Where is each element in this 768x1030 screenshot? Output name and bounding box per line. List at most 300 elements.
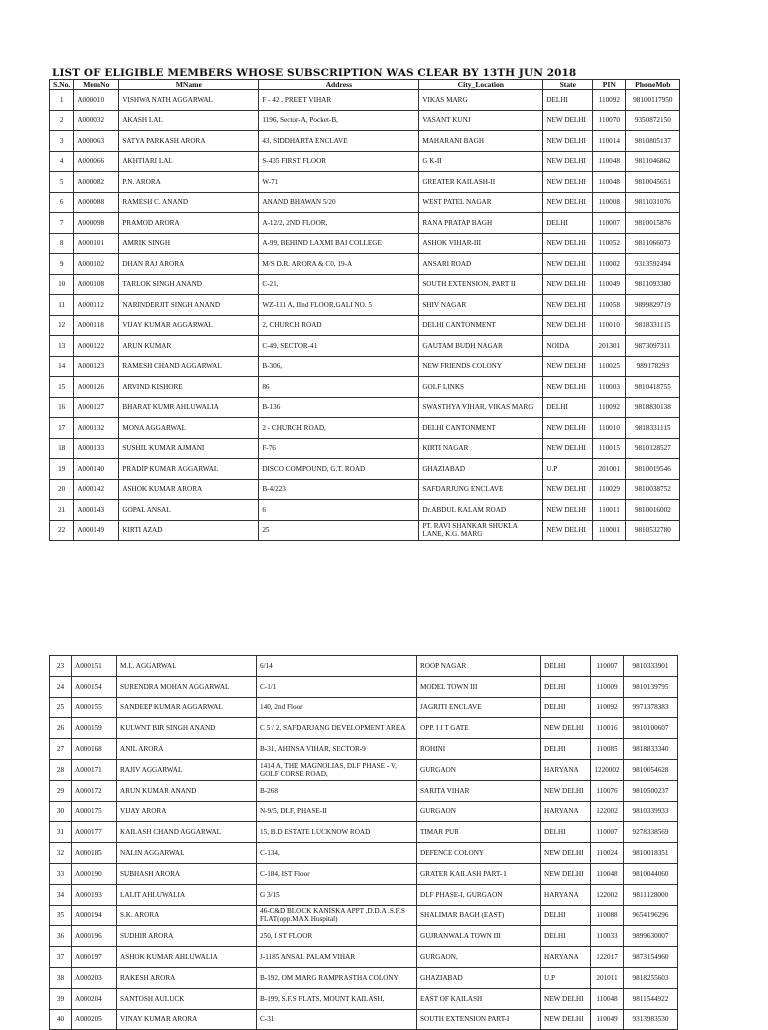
header-memno: MemNo (74, 80, 119, 90)
row-sno: 38 (50, 967, 72, 988)
row-memno: A000196 (72, 926, 117, 947)
row-city-location: SOUTH EXTENSION, PART II (419, 274, 543, 295)
row-phone: 9873097311 (626, 336, 680, 357)
row-pin: 110007 (593, 213, 626, 234)
row-pin: 110070 (593, 110, 626, 131)
table-row (50, 459, 680, 480)
row-city-location: VIKAS MARG (419, 90, 543, 111)
row-sno: 36 (50, 926, 72, 947)
row-address: 1196, Sector-A, Pocket-B, (259, 110, 419, 131)
row-memno: A000203 (72, 967, 117, 988)
row-member-name: VINAY KUMAR ARORA (117, 1009, 257, 1030)
table-row (50, 884, 678, 905)
row-pin: 110007 (591, 822, 624, 843)
row-memno: A000133 (74, 438, 119, 459)
row-phone: 9810054628 (624, 759, 678, 780)
row-sno: 26 (50, 718, 72, 739)
row-memno: A000108 (74, 274, 119, 295)
row-pin: 110048 (593, 172, 626, 193)
table-body-page-1 (50, 90, 680, 541)
row-pin: 110011 (593, 500, 626, 521)
row-city-location: RANA PRATAP BAGH (419, 213, 543, 234)
row-member-name: SUSHIL KUMAR AJMANI (119, 438, 259, 459)
row-phone: 9313983530 (624, 1009, 678, 1030)
row-member-name: SATYA PARKASH ARORA (119, 131, 259, 152)
row-address: F-76 (259, 438, 419, 459)
row-phone: 98100117950 (626, 90, 680, 111)
row-address: C-21, (259, 274, 419, 295)
row-memno: A000177 (72, 822, 117, 843)
row-member-name: RAKESH ARORA (117, 967, 257, 988)
row-address: B-199, S.F.S FLATS, MOUNT KAILASH, (257, 988, 417, 1009)
table-row (50, 676, 678, 697)
row-sno: 24 (50, 676, 72, 697)
row-memno: A000066 (74, 151, 119, 172)
row-state: DELHI (541, 739, 591, 760)
row-address: A-12/2, 2ND FLOOR, (259, 213, 419, 234)
row-memno: A000151 (72, 656, 117, 677)
row-memno: A000032 (74, 110, 119, 131)
row-state: NEW DELHI (543, 172, 593, 193)
row-address: F - 42 , PREET VIHAR (259, 90, 419, 111)
row-sno: 35 (50, 905, 72, 926)
table-row (50, 500, 680, 521)
row-member-name: SURENDRA MOHAN AGGARWAL (117, 676, 257, 697)
row-memno: A000142 (74, 479, 119, 500)
table-row (50, 739, 678, 760)
table-row (50, 213, 680, 234)
row-sno: 39 (50, 988, 72, 1009)
row-pin: 110001 (593, 520, 626, 541)
row-city-location: DELHI CANTONMENT (419, 315, 543, 336)
row-state: NEW DELHI (543, 356, 593, 377)
row-address: 2, CHURCH ROAD (259, 315, 419, 336)
row-city-location: KIRTI NAGAR (419, 438, 543, 459)
row-address: DISCO COMPOUND, G.T. ROAD (259, 459, 419, 480)
row-state: DELHI (543, 397, 593, 418)
row-address: C-49, SECTOR-41 (259, 336, 419, 357)
row-phone: 9811093380 (626, 274, 680, 295)
row-address: WZ-111 A, IInd FLOOR,GALI NO. 5 (259, 295, 419, 316)
row-sno: 1 (50, 90, 74, 111)
row-city-location: VASANT KUNJ (419, 110, 543, 131)
row-sno: 29 (50, 780, 72, 801)
row-city-location: ROOP NAGAR (417, 656, 541, 677)
row-pin: 110033 (591, 926, 624, 947)
row-state: NEW DELHI (541, 1009, 591, 1030)
row-sno: 6 (50, 192, 74, 213)
row-sno: 40 (50, 1009, 72, 1030)
row-pin: 122002 (591, 801, 624, 822)
row-memno: A000193 (72, 884, 117, 905)
row-pin: 110010 (593, 315, 626, 336)
row-sno: 25 (50, 697, 72, 718)
row-member-name: P.N. ARORA (119, 172, 259, 193)
table-row (50, 151, 680, 172)
row-address: 86 (259, 377, 419, 398)
row-memno: A000171 (72, 759, 117, 780)
table-row (50, 1009, 678, 1030)
row-address: 2 - CHURCH ROAD, (259, 418, 419, 439)
row-city-location: GREATER KAILASH-II (419, 172, 543, 193)
header-sno: S.No. (50, 80, 74, 90)
row-phone: 9811066073 (626, 233, 680, 254)
row-state: U.P (541, 967, 591, 988)
row-state: NEW DELHI (543, 520, 593, 541)
row-phone: 9899630007 (624, 926, 678, 947)
row-state: U.P (543, 459, 593, 480)
row-state: NEW DELHI (541, 718, 591, 739)
row-city-location: OPP. I I T GATE (417, 718, 541, 739)
row-phone: 9818833340 (624, 739, 678, 760)
row-phone: 9810100607 (624, 718, 678, 739)
row-memno: A000197 (72, 947, 117, 968)
row-phone: 9654196296 (624, 905, 678, 926)
row-address: B-31, AHINSA VIHAR, SECTOR-9 (257, 739, 417, 760)
row-address: 15, B.D ESTATE LUCKNOW ROAD (257, 822, 417, 843)
row-address: C 5 / 2, SAFDARJANG DEVELOPMENT AREA (257, 718, 417, 739)
row-state: NEW DELHI (543, 254, 593, 275)
row-city-location: Dr.ABDUL KALAM ROAD (419, 500, 543, 521)
row-sno: 28 (50, 759, 72, 780)
row-memno: A000101 (74, 233, 119, 254)
row-pin: 110029 (593, 479, 626, 500)
row-state: NEW DELHI (543, 131, 593, 152)
row-memno: A000010 (74, 90, 119, 111)
row-member-name: SANTOSH AULUCK (117, 988, 257, 1009)
header-address: Address (259, 80, 419, 90)
row-pin: 110014 (593, 131, 626, 152)
row-address: 6/14 (257, 656, 417, 677)
row-address: C-134, (257, 843, 417, 864)
row-sno: 32 (50, 843, 72, 864)
row-pin: 110052 (593, 233, 626, 254)
row-city-location: SARITA VIHAR (417, 780, 541, 801)
table-row (50, 780, 678, 801)
row-member-name: KAILASH CHAND AGGARWAL (117, 822, 257, 843)
table-row (50, 718, 678, 739)
row-pin: 1220002 (591, 759, 624, 780)
row-pin: 110092 (591, 697, 624, 718)
row-state: DELHI (541, 905, 591, 926)
row-address: 1414 A, THE MAGNOLIAS, DLF PHASE - V, GOLF CORSE ROAD, (257, 759, 417, 780)
row-state: NEW DELHI (543, 315, 593, 336)
row-city-location: DELHI CANTONMENT (419, 418, 543, 439)
row-city-location: DLF PHASE-I, GURGAON (417, 884, 541, 905)
row-city-location: ASHOK VIHAR-III (419, 233, 543, 254)
row-address: 46-C&D BLOCK KANISKA APPT ,D.D.A .S.F.S FLAT(opp.MAX Hospital) (257, 905, 417, 926)
table-row (50, 172, 680, 193)
row-sno: 9 (50, 254, 74, 275)
row-pin: 110076 (591, 780, 624, 801)
header-state: State (543, 80, 593, 90)
row-memno: A000154 (72, 676, 117, 697)
row-memno: A000185 (72, 843, 117, 864)
row-pin: 110007 (591, 656, 624, 677)
header-mname: MName (119, 80, 259, 90)
row-state: DELHI (541, 676, 591, 697)
row-sno: 12 (50, 315, 74, 336)
row-city-location: TIMAR PUR (417, 822, 541, 843)
row-sno: 33 (50, 863, 72, 884)
row-pin: 110092 (593, 397, 626, 418)
row-member-name: ARVIND KISHORE (119, 377, 259, 398)
table-row (50, 315, 680, 336)
row-address: A-99, BEHIND LAXMI BAI COLLEGE (259, 233, 419, 254)
row-memno: A000102 (74, 254, 119, 275)
row-sno: 18 (50, 438, 74, 459)
row-memno: A000140 (74, 459, 119, 480)
row-city-location: GRATER KAILASH PART- I (417, 863, 541, 884)
row-member-name: VIJAY ARORA (117, 801, 257, 822)
members-table-page-1 (49, 79, 680, 541)
row-city-location: GURGAON (417, 801, 541, 822)
row-state: NEW DELHI (543, 418, 593, 439)
row-phone: 9818830138 (626, 397, 680, 418)
row-state: NEW DELHI (541, 780, 591, 801)
row-phone: 9811031076 (626, 192, 680, 213)
row-pin: 110009 (591, 676, 624, 697)
row-member-name: PRADIP KUMAR AGGARWAL (119, 459, 259, 480)
row-member-name: TARLOK SINGH ANAND (119, 274, 259, 295)
row-state: HARYANA (541, 759, 591, 780)
row-city-location: MODEL TOWN III (417, 676, 541, 697)
row-sno: 16 (50, 397, 74, 418)
table-row (50, 988, 678, 1009)
row-state: NEW DELHI (543, 295, 593, 316)
row-state: DELHI (541, 656, 591, 677)
row-pin: 110015 (593, 438, 626, 459)
row-address: C-184, IST Floor (257, 863, 417, 884)
row-state: HARYANA (541, 801, 591, 822)
row-pin: 201301 (593, 336, 626, 357)
row-member-name: LALIT AHLUWALIA (117, 884, 257, 905)
row-pin: 110058 (593, 295, 626, 316)
row-address: B-306, (259, 356, 419, 377)
row-state: NEW DELHI (543, 274, 593, 295)
header-phonemob: PhoneMob (626, 80, 680, 90)
row-phone: 9313592494 (626, 254, 680, 275)
row-sno: 30 (50, 801, 72, 822)
row-sno: 34 (50, 884, 72, 905)
row-pin: 122017 (591, 947, 624, 968)
row-state: NEW DELHI (543, 377, 593, 398)
row-member-name: SANDEEP KUMAR AGGARWAL (117, 697, 257, 718)
row-member-name: NARINDERJIT SINGH ANAND (119, 295, 259, 316)
row-state: NEW DELHI (543, 110, 593, 131)
row-pin: 110003 (593, 377, 626, 398)
row-member-name: ARUN KUMAR ANAND (117, 780, 257, 801)
row-memno: A000088 (74, 192, 119, 213)
row-state: NOIDA (543, 336, 593, 357)
row-memno: A000127 (74, 397, 119, 418)
row-address: 6 (259, 500, 419, 521)
row-city-location: ROHINI (417, 739, 541, 760)
row-state: NEW DELHI (543, 233, 593, 254)
row-phone: 9899829719 (626, 295, 680, 316)
table-row (50, 520, 680, 541)
table-row (50, 759, 678, 780)
row-state: HARYANA (541, 884, 591, 905)
row-phone: 9810038752 (626, 479, 680, 500)
row-sno: 7 (50, 213, 74, 234)
row-pin: 110048 (591, 863, 624, 884)
row-pin: 110016 (591, 718, 624, 739)
row-memno: A000063 (74, 131, 119, 152)
row-address: J-1185 ANSAL PALAM VIHAR (257, 947, 417, 968)
row-member-name: AKASH LAL (119, 110, 259, 131)
row-address: C-31 (257, 1009, 417, 1030)
row-phone: 9810500237 (624, 780, 678, 801)
row-member-name: VISHWA NATH AGGARWAL (119, 90, 259, 111)
row-sno: 5 (50, 172, 74, 193)
row-phone: 9818255603 (624, 967, 678, 988)
row-member-name: RAJIV AGGARWAL (117, 759, 257, 780)
row-phone: 9873154960 (624, 947, 678, 968)
row-sno: 27 (50, 739, 72, 760)
row-memno: A000172 (72, 780, 117, 801)
row-phone: 9810128527 (626, 438, 680, 459)
header-city-location: City_Location (419, 80, 543, 90)
row-member-name: S.K. ARORA (117, 905, 257, 926)
row-memno: A000168 (72, 739, 117, 760)
row-city-location: GHAZIABAD (419, 459, 543, 480)
row-pin: 110049 (593, 274, 626, 295)
row-city-location: G K-II (419, 151, 543, 172)
row-phone: 9810018351 (624, 843, 678, 864)
row-city-location: JAGRITI ENCLAVE (417, 697, 541, 718)
row-member-name: VIJAY KUMAR AGGARWAL (119, 315, 259, 336)
row-phone: 9818331115 (626, 418, 680, 439)
row-address: C-1/1 (257, 676, 417, 697)
row-memno: A000190 (72, 863, 117, 884)
table-row (50, 192, 680, 213)
row-member-name: PRAMOD ARORA (119, 213, 259, 234)
row-member-name: ARUN KUMAR (119, 336, 259, 357)
row-sno: 19 (50, 459, 74, 480)
table-row (50, 822, 678, 843)
row-memno: A000098 (74, 213, 119, 234)
row-city-location: SAFDARJUNG ENCLAVE (419, 479, 543, 500)
row-member-name: RAMESH C. ANAND (119, 192, 259, 213)
row-city-location: EAST OF KAILASH (417, 988, 541, 1009)
row-address: W-71 (259, 172, 419, 193)
row-address: B-4/223 (259, 479, 419, 500)
row-member-name: SUDHIR ARORA (117, 926, 257, 947)
row-city-location: SOUTH EXTENSION PART-I (417, 1009, 541, 1030)
table-body-page-2 (50, 656, 678, 1030)
row-memno: A000194 (72, 905, 117, 926)
row-phone: 9810044060 (624, 863, 678, 884)
table-row (50, 801, 678, 822)
row-phone: 9811544922 (624, 988, 678, 1009)
row-member-name: BHARAT KUMR AHLUWALIA (119, 397, 259, 418)
row-member-name: AKHTIARI LAL (119, 151, 259, 172)
row-address: 43, SIDDHARTA ENCLAVE (259, 131, 419, 152)
table-row (50, 295, 680, 316)
table-row (50, 697, 678, 718)
row-address: G 3/15 (257, 884, 417, 905)
row-memno: A000159 (72, 718, 117, 739)
table-row (50, 397, 680, 418)
row-sno: 4 (50, 151, 74, 172)
table-row (50, 356, 680, 377)
row-pin: 110088 (591, 905, 624, 926)
row-pin: 110049 (591, 1009, 624, 1030)
row-phone: 9810019546 (626, 459, 680, 480)
table-row (50, 843, 678, 864)
row-state: HARYANA (541, 947, 591, 968)
row-pin: 110008 (593, 192, 626, 213)
row-city-location: GHAZIABAD (417, 967, 541, 988)
row-pin: 110002 (593, 254, 626, 275)
table-row (50, 479, 680, 500)
table-row (50, 90, 680, 111)
table-row (50, 863, 678, 884)
row-state: DELHI (541, 697, 591, 718)
table-row (50, 905, 678, 926)
row-sno: 21 (50, 500, 74, 521)
row-address: B-268 (257, 780, 417, 801)
row-member-name: GOPAL ANSAL (119, 500, 259, 521)
table-row (50, 926, 678, 947)
row-sno: 3 (50, 131, 74, 152)
row-pin: 110048 (591, 988, 624, 1009)
row-phone: 9810805137 (626, 131, 680, 152)
document-title: LIST OF ELIGIBLE MEMBERS WHOSE SUBSCRIPTION WAS CLEAR BY 13TH JUN 2018 (52, 67, 577, 79)
row-member-name: MONA AGGARWAL (119, 418, 259, 439)
row-member-name: RAMESH CHAND AGGARWAL (119, 356, 259, 377)
row-address: S-435 FIRST FLOOR (259, 151, 419, 172)
row-phone: 9278338569 (624, 822, 678, 843)
row-memno: A000122 (74, 336, 119, 357)
row-phone: 9818331115 (626, 315, 680, 336)
table-header-row (50, 80, 680, 90)
row-state: DELHI (541, 926, 591, 947)
row-memno: A000132 (74, 418, 119, 439)
row-state: DELHI (543, 213, 593, 234)
row-city-location: GOLF LINKS (419, 377, 543, 398)
row-sno: 14 (50, 356, 74, 377)
row-phone: 9810139795 (624, 676, 678, 697)
row-city-location: SHIV NAGAR (419, 295, 543, 316)
row-city-location: PT. RAVI SHANKAR SHUKLA LANE, K.G. MARG (419, 520, 543, 541)
row-pin: 110048 (593, 151, 626, 172)
row-memno: A000204 (72, 988, 117, 1009)
row-memno: A000123 (74, 356, 119, 377)
row-memno: A000155 (72, 697, 117, 718)
table-row (50, 377, 680, 398)
table-row (50, 336, 680, 357)
table-row (50, 254, 680, 275)
row-pin: 110092 (593, 90, 626, 111)
row-phone: 9810015876 (626, 213, 680, 234)
row-memno: A000126 (74, 377, 119, 398)
row-sno: 31 (50, 822, 72, 843)
table-row (50, 967, 678, 988)
row-state: DELHI (541, 822, 591, 843)
row-memno: A000205 (72, 1009, 117, 1030)
row-member-name: M.L. AGGARWAL (117, 656, 257, 677)
row-state: NEW DELHI (541, 843, 591, 864)
row-phone: 9811046862 (626, 151, 680, 172)
row-city-location: DEFENCE COLONY (417, 843, 541, 864)
row-state: NEW DELHI (543, 192, 593, 213)
row-sno: 23 (50, 656, 72, 677)
row-state: NEW DELHI (543, 438, 593, 459)
row-phone: 989178293 (626, 356, 680, 377)
table-row (50, 947, 678, 968)
